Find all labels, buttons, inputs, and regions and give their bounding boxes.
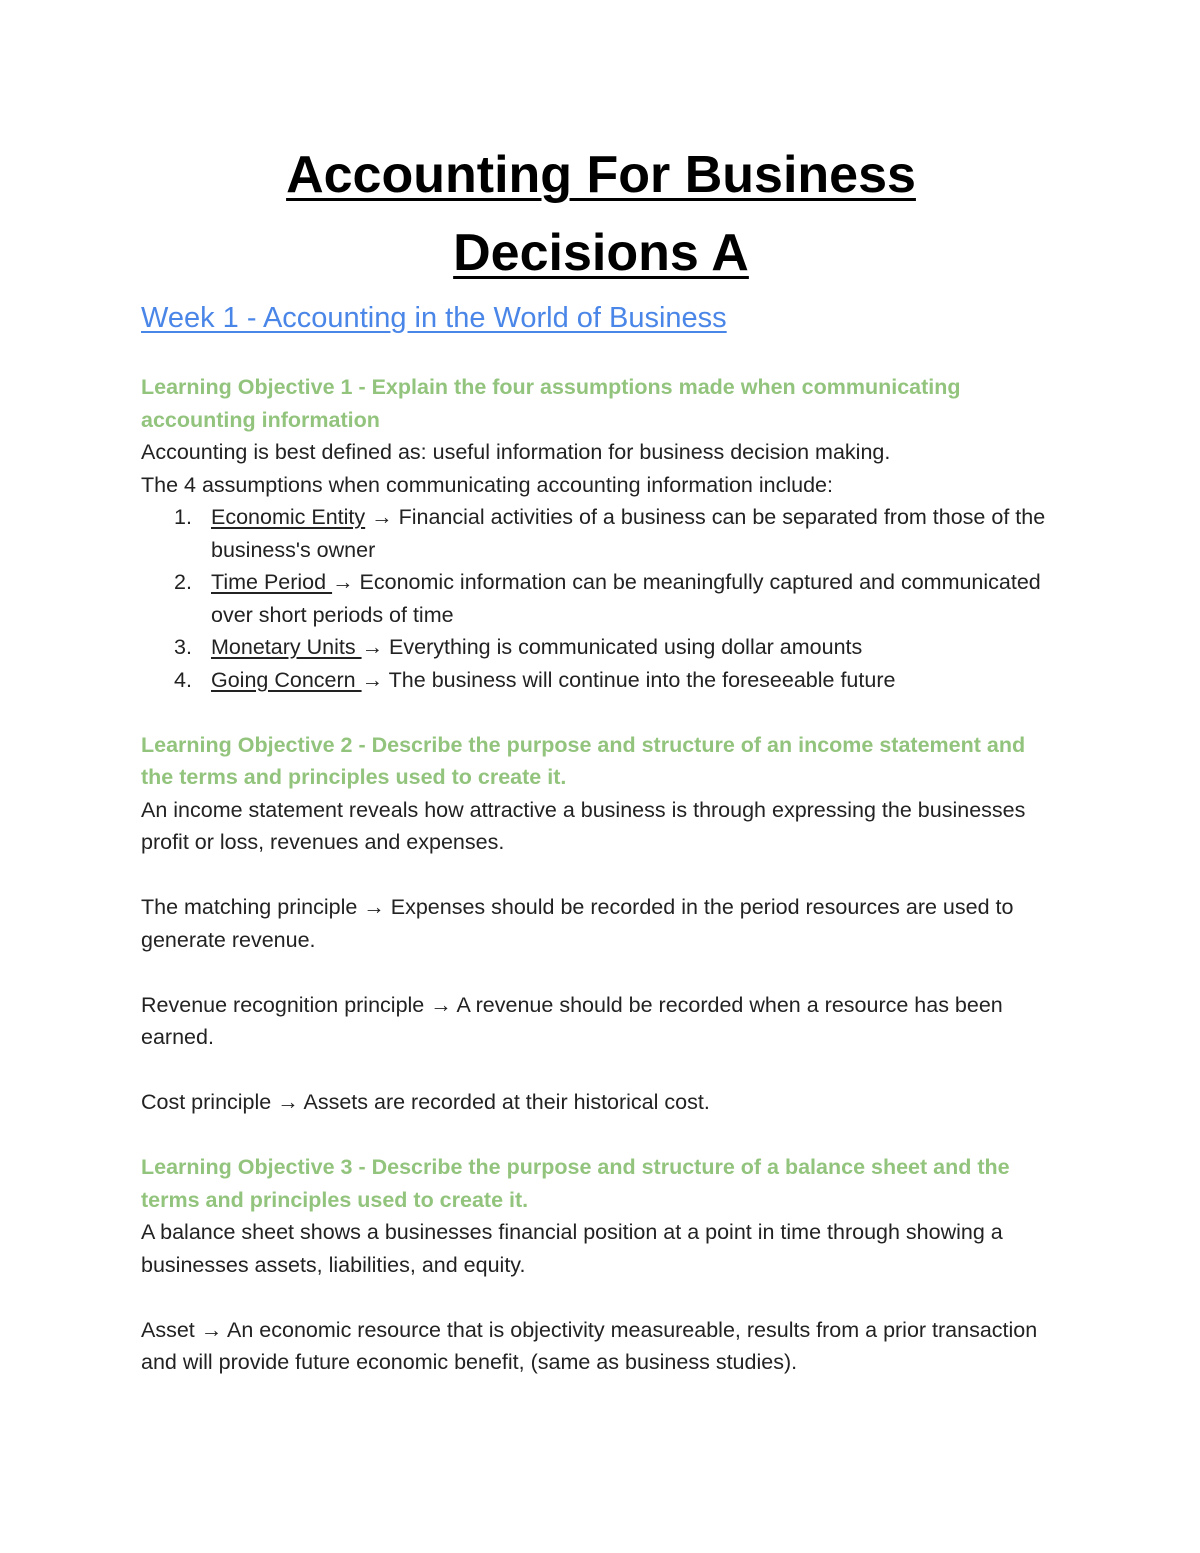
document-page <box>141 136 1061 1379</box>
list-item <box>141 501 1061 566</box>
list-item-text: → Economic information can be meaningfully captured and communicated over short periods of time <box>211 570 1041 627</box>
title-line-1: Accounting For Business <box>286 146 916 204</box>
assumptions-list <box>141 501 1061 696</box>
lo3-paragraph-2: Asset → An economic resource that is objectivity measureable, results from a prior transaction and will provide future economic benefit, (same as business studies). <box>141 1317 1038 1374</box>
list-item-number: 4. <box>174 667 192 692</box>
title-line-2: Decisions A <box>453 224 749 282</box>
list-item <box>141 664 1061 697</box>
lo2-paragraph-4: Cost principle → Assets are recorded at their historical cost. <box>141 1090 710 1114</box>
lo1-paragraph-2: The 4 assumptions when communicating accounting information include: <box>141 472 833 497</box>
week-heading: Week 1 - Accounting in the World of Business <box>141 302 727 334</box>
document-title <box>141 136 1061 292</box>
lo2-heading: Learning Objective 2 - Describe the purpose and structure of an income statement and the terms and principles used to create it. <box>141 732 1026 789</box>
list-item-term: Monetary Units <box>211 635 362 659</box>
lo3-paragraph-1: A balance sheet shows a businesses financial position at a point in time through showing a businesses assets, liabilities, and equity. <box>141 1220 1003 1277</box>
learning-objective-1 <box>141 371 1061 696</box>
lo2-paragraph-2: The matching principle → Expenses should be recorded in the period resources are used to generate revenue. <box>141 895 1014 952</box>
lo2-paragraph-3: Revenue recognition principle → A revenue should be recorded when a resource has been earned. <box>141 992 1003 1049</box>
list-item-text: → Everything is communicated using dollar amounts <box>361 635 863 659</box>
list-item-number: 3. <box>174 635 192 659</box>
list-item-number: 1. <box>174 505 192 529</box>
list-item-number: 2. <box>174 570 192 594</box>
lo3-heading: Learning Objective 3 - Describe the purpose and structure of a balance sheet and the terms and principles used to create it. <box>141 1155 1010 1212</box>
learning-objective-2 <box>141 729 1061 1119</box>
list-item-text: → Financial activities of a business can be separated from those of the business's owner <box>211 505 1046 562</box>
list-item-term: Time Period <box>211 570 333 594</box>
lo1-paragraph-1: Accounting is best defined as: useful information for business decision making. <box>141 440 891 464</box>
list-item-text: → The business will continue into the foreseeable future <box>361 667 896 692</box>
lo1-heading: Learning Objective 1 - Explain the four assumptions made when communicating accounting information <box>141 375 961 432</box>
list-item <box>141 566 1061 631</box>
learning-objective-3 <box>141 1151 1061 1379</box>
list-item-term: Economic Entity <box>211 505 366 529</box>
list-item-term: Going Concern <box>211 667 362 692</box>
list-item <box>141 631 1061 664</box>
lo2-paragraph-1: An income statement reveals how attractive a business is through expressing the businesses profit or loss, revenues and expenses. <box>141 797 1026 854</box>
